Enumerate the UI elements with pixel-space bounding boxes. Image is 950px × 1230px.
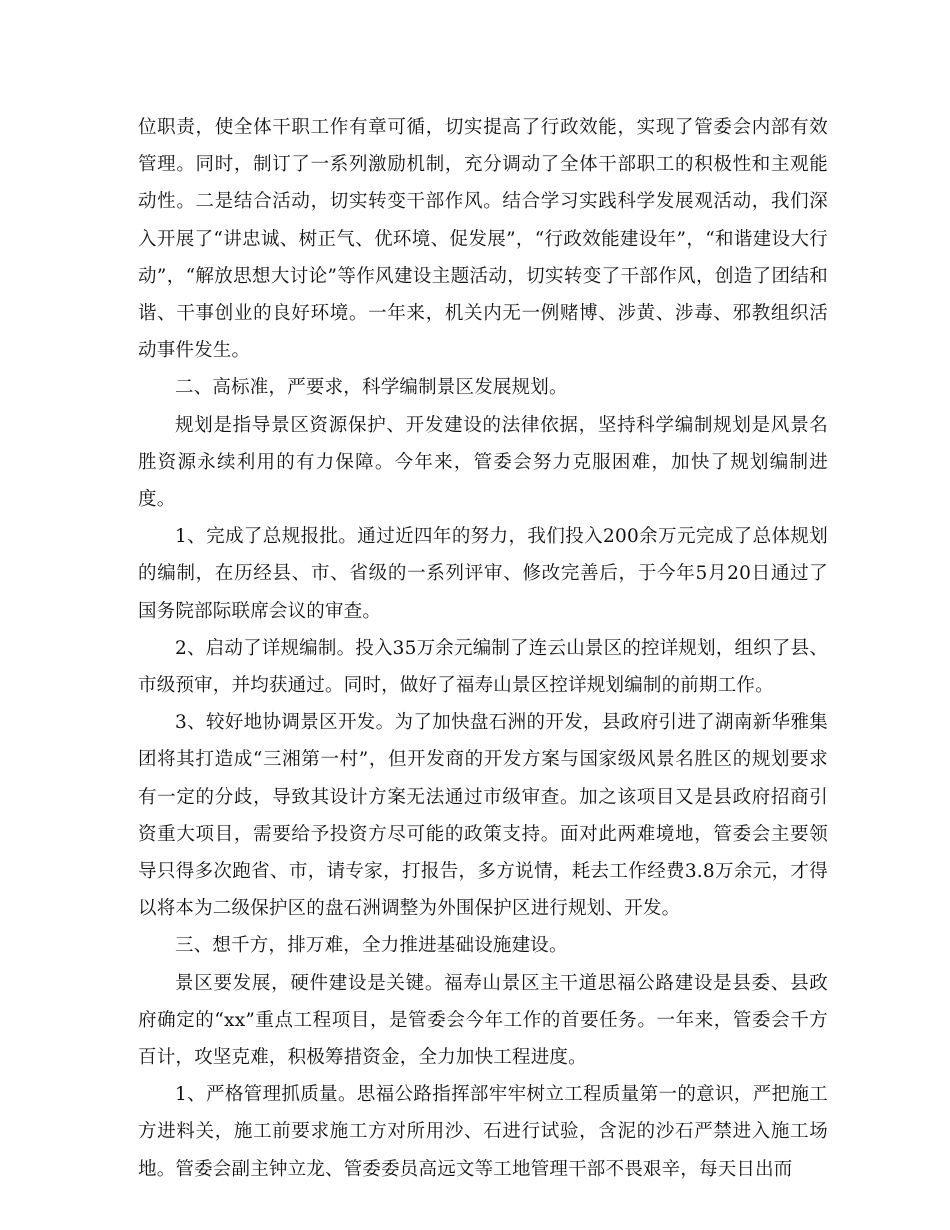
section-heading-3: 三、想千方，排万难，全力推进基础设施建设。 bbox=[175, 935, 568, 957]
list-item: 1、严格管理抓质量。思福公路指挥部牢牢树立工程质量第一的意识，严把施工方进料关，施工前要求施工方对所用沙、石进行试验，含泥的沙石严禁进入施工场地。管委会副主钟立龙、管委委员高远文等工地管理干部不畏艰辛，每天日出而 bbox=[138, 1084, 828, 1180]
paragraph: 规划是指导景区资源保护、开发建设的法律依据，坚持科学编制规划是风景名胜资源永续利用的有力保障。今年来，管委会努力克服困难，加快了规划编制进度。 bbox=[138, 414, 828, 511]
document-body bbox=[138, 109, 828, 1188]
list-item: 2、启动了详规编制。投入35万余元编制了连云山景区的控详规划，组织了县、市级预审，并均获通过。同时，做好了福寿山景区控详规划编制的前期工作。 bbox=[138, 637, 829, 697]
paragraph-continued: 位职责，使全体干职工作有章可循，切实提高了行政效能，实现了管委会内部有效管理。同时，制订了一系列激励机制，充分调动了全体干部职工的积极性和主观能动性。二是结合活动，切实转变干部作风。结合学习实践科学发展观活动，我们深入开展了“讲忠诚、树正气、优环境、促发展”，“行政效能建设年”，“和谐建设大行动”，“解放思想大讨论”等作风建设主题活动，切实转变了干部作风，创造了团结和谐、干事创业的良好环境。一年来，机关内无一例赌博、涉黄、涉毒、邪教组织活动事件发生。 bbox=[138, 117, 828, 362]
list-item: 1、完成了总规报批。通过近四年的努力，我们投入200余万元完成了总体规划的编制，在历经县、市、省级的一系列评审、修改完善后，于今年5月20日通过了国务院部际联席会议的审查。 bbox=[138, 526, 828, 622]
paragraph: 景区要发展，硬件建设是关键。福寿山景区主干道思福公路建设是县委、县政府确定的“xx”重点工程项目，是管委会今年工作的首要任务。一年来，管委会千方百计，攻坚克难，积极筹措资金，全力加快工程进度。 bbox=[138, 972, 828, 1069]
section-heading-2: 二、高标准，严要求，科学编制景区发展规划。 bbox=[175, 377, 568, 399]
list-item: 3、较好地协调景区开发。为了加快盘石洲的开发，县政府引进了湖南新华雅集团将其打造成“三湘第一村”，但开发商的开发方案与国家级风景名胜区的规划要求有一定的分歧，导致其设计方案无法通过市级审查。加之该项目又是县政府招商引资重大项目，需要给予投资方尽可能的政策支持。面对此两难境地，管委会主要领导只得多次跑省、市，请专家，打报告，多方说情，耗去工作经费3.8万余元，才得以将本为二级保护区的盘石洲调整为外围保护区进行规划、开发。 bbox=[138, 712, 828, 920]
